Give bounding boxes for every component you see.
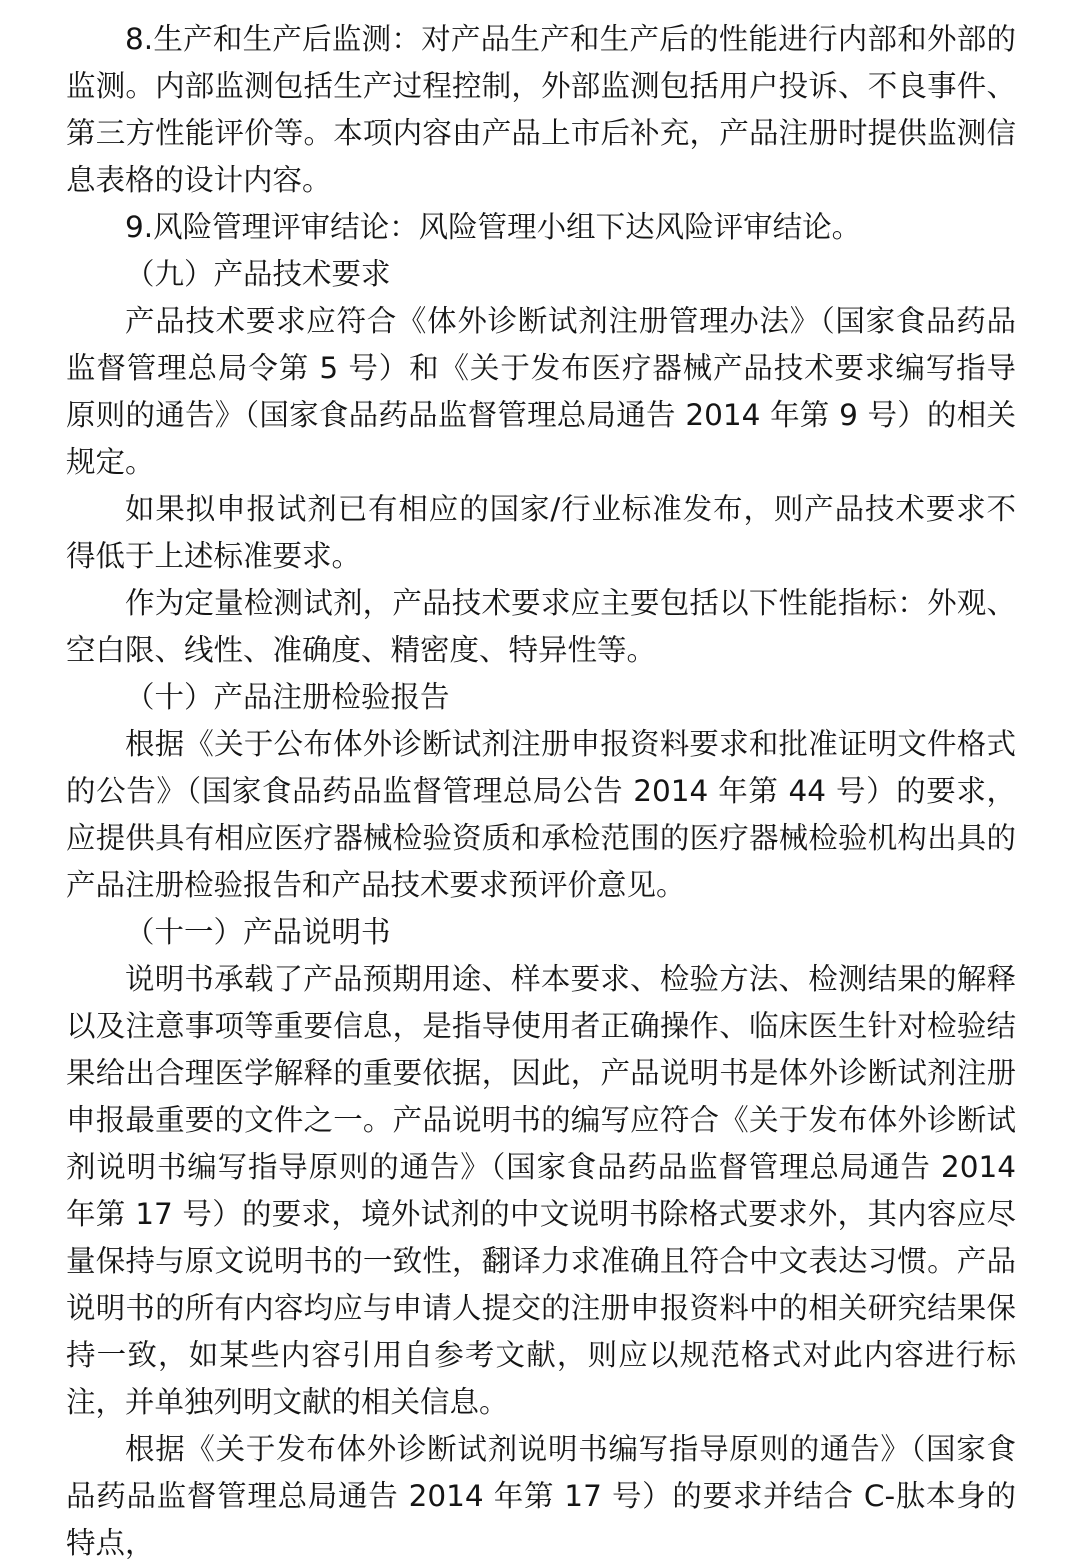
- paragraph-product-manual: 说明书承载了产品预期用途、样本要求、检验方法、检测结果的解释以及注意事项等重要信息，是指导使用者正确操作、临床医生针对检验结果给出合理医学解释的重要依据，因此，产品说明书是体外诊断试剂注册申报最重要的文件之一。产品说明书的编写应符合《关于发布体外诊断试剂说明书编写指导原则的通告》（国家食品药品监督管理总局通告 2014 年第 17 号）的要求，境外试剂的中文说明书除格式要求外，其内容应尽量保持与原文说明书的一致性，翻译力求准确且符合中文表达习惯。产品说明书的所有内容均应与申请人提交的注册申报资料中的相关研究结果保持一致，如某些内容引用自参考文献，则应以规范格式对此内容进行标注，并单独列明文献的相关信息。: [66, 962, 1016, 1419]
- section-heading-technical-requirements: （九）产品技术要求: [125, 257, 391, 291]
- paragraph-inspection-report: 根据《关于公布体外诊断试剂注册申报资料要求和批准证明文件格式的公告》（国家食品药品监督管理总局公告 2014 年第 44 号）的要求，应提供具有相应医疗器械检验资质和承检范围的医疗器械检验机构出具的产品注册检验报告和产品技术要求预评价意见。: [66, 727, 1016, 902]
- paragraph-technical-requirements-rules: 产品技术要求应符合《体外诊断试剂注册管理办法》（国家食品药品监督管理总局令第 5 号）和《关于发布医疗器械产品技术要求编写指导原则的通告》（国家食品药品监督管理总局通告 2014 年第 9 号）的相关规定。: [66, 304, 1016, 479]
- document-page: [66, 16, 1016, 1567]
- paragraph-c-peptide-manual: 根据《关于发布体外诊断试剂说明书编写指导原则的通告》（国家食品药品监督管理总局通告 2014 年第 17 号）的要求并结合 C-肽本身的特点，: [66, 1432, 1016, 1560]
- section-heading-product-manual: （十一）产品说明书: [125, 915, 391, 949]
- paragraph-performance-indicators: 作为定量检测试剂，产品技术要求应主要包括以下性能指标：外观、空白限、线性、准确度、精密度、特异性等。: [66, 586, 1016, 667]
- paragraph-national-standard: 如果拟申报试剂已有相应的国家/行业标准发布，则产品技术要求不得低于上述标准要求。: [66, 492, 1016, 573]
- paragraph-production-monitoring: 8.生产和生产后监测：对产品生产和生产后的性能进行内部和外部的监测。内部监测包括生产过程控制，外部监测包括用户投诉、不良事件、第三方性能评价等。本项内容由产品上市后补充，产品注册时提供监测信息表格的设计内容。: [66, 22, 1016, 197]
- section-heading-inspection-report: （十）产品注册检验报告: [125, 680, 450, 714]
- paragraph-risk-review-conclusion: 9.风险管理评审结论：风险管理小组下达风险评审结论。: [125, 210, 862, 244]
